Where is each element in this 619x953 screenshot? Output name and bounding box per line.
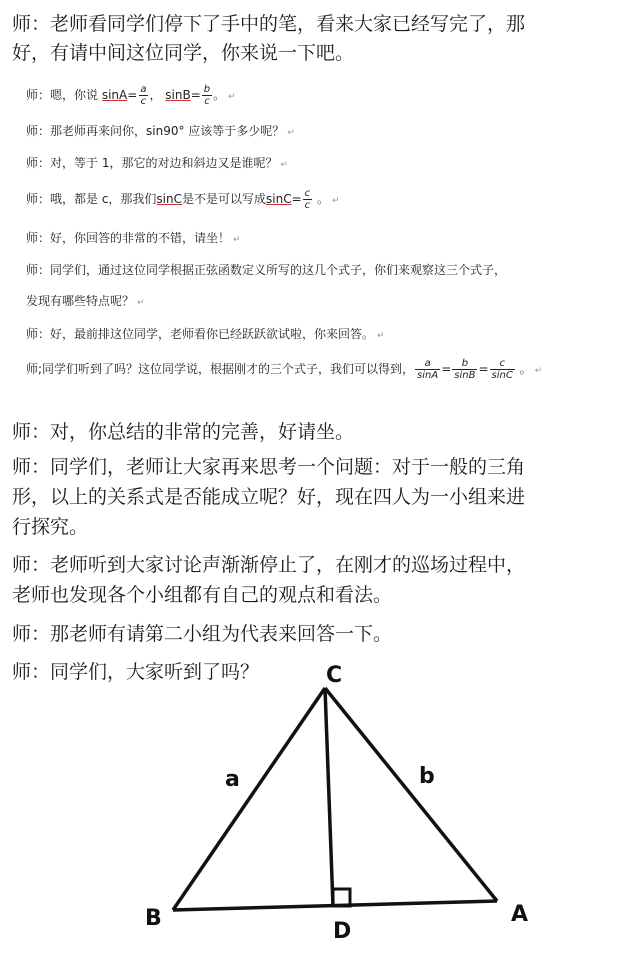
snippet-line-3 (26, 155, 616, 173)
sin-c: sinC (266, 192, 292, 206)
fraction-c-over-sinc (490, 358, 515, 381)
return-mark: ↵ (137, 298, 145, 308)
return-mark: ↵ (332, 196, 340, 206)
para-2-line-2: 形，以上的关系式是否能成立呢？好，现在四人为一小组来进 (12, 486, 526, 508)
side-a-label: a (225, 767, 240, 792)
snippet-line-1 (26, 84, 616, 107)
snippet-text: 师：哦，都是 c，那我们 (26, 192, 157, 206)
para-5: 师：同学们，大家听到了吗？ (12, 661, 260, 683)
numerator: a (424, 358, 431, 369)
foot-d-label: D (333, 919, 352, 944)
return-mark: ↵ (228, 92, 236, 102)
snippet-text: 师：好，最前排这位同学，老师看你已经跃跃欲试啦，你来回答。 (26, 327, 375, 341)
snippet-text: 师：同学们，通过这位同学根据正弦函数定义所写的这几个式子，你们来观察这三个式子， (26, 263, 507, 277)
fraction-a-over-c (138, 84, 148, 107)
snippet-line-6a (26, 262, 616, 278)
para-1: 师：对，你总结的非常的完善，好请坐。 (12, 421, 355, 443)
return-mark: ↵ (534, 366, 543, 376)
fraction-a-over-sina (415, 358, 440, 381)
numerator: b (461, 358, 469, 369)
snippet-text: 师：那老师再来问你，sin90° 应该等于多少呢？ (26, 124, 285, 138)
sin-a: sinA (101, 88, 128, 102)
equals: = (478, 362, 489, 376)
vertex-a-label: A (511, 902, 529, 927)
side-b-label: b (419, 764, 435, 789)
intro-line-1: 师：老师看同学们停下了手中的笔，看来大家已经写完了，那 (12, 13, 526, 35)
snippet-line-6b (26, 293, 616, 311)
period: 。 (316, 192, 329, 206)
denominator: sinB (454, 370, 476, 381)
return-mark: ↵ (233, 235, 241, 245)
snippet-line-4 (26, 188, 616, 211)
period: 。 (213, 88, 226, 102)
para-3-line-1: 师：老师听到大家讨论声渐渐停止了，在刚才的巡场过程中， (12, 554, 526, 576)
comma: ， (149, 88, 162, 102)
altitude-cd (325, 688, 333, 906)
numerator: a (140, 84, 147, 95)
equals: = (291, 192, 302, 206)
fraction-c-over-c (303, 188, 313, 211)
para-3-line-2: 老师也发现各个小组都有自己的观点和看法。 (12, 584, 393, 606)
denominator: c (304, 200, 311, 211)
snippet-line-8 (26, 358, 616, 381)
period: 。 (519, 362, 532, 376)
fraction-b-over-sinb (452, 358, 477, 381)
snippet-text: 师;同学们听到了吗？这位同学说，根据刚才的三个式子，我们可以得到， (26, 362, 415, 376)
snippet-text: 师：对，等于 1，那它的对边和斜边又是谁呢？ (26, 156, 278, 170)
numerator: b (203, 84, 211, 95)
para-2-line-1: 师：同学们，老师让大家再来思考一个问题：对于一般的三角 (12, 456, 526, 478)
denominator: sinC (491, 370, 513, 381)
para-4: 师：那老师有请第二小组为代表来回答一下。 (12, 623, 393, 645)
denominator: sinA (417, 370, 439, 381)
numerator: c (499, 358, 505, 369)
snippet-text: 发现有哪些特点呢？ (26, 294, 135, 308)
para-2-line-3: 行探究。 (12, 516, 89, 538)
snippet-line-7 (26, 326, 616, 344)
equals: = (441, 362, 452, 376)
triangle-diagram (0, 655, 619, 953)
return-mark: ↵ (287, 128, 295, 138)
snippet-line-2 (26, 123, 616, 141)
snippet-line-5 (26, 230, 616, 248)
denominator: c (204, 96, 210, 107)
side-a (173, 688, 325, 910)
vertex-b-label: B (145, 906, 162, 931)
sin-c: sinC (156, 192, 182, 206)
denominator: c (140, 96, 147, 107)
snippet-text: 是不是可以写成 (182, 192, 267, 206)
equals: = (127, 88, 138, 102)
snippet-text: 师：嗯，你说 (26, 88, 99, 102)
return-mark: ↵ (280, 160, 288, 170)
fraction-b-over-c (202, 84, 212, 107)
sin-b: sinB (165, 88, 191, 102)
side-b (325, 688, 497, 901)
snippet-text: 师：好，你回答的非常的不错，请坐！ (26, 231, 231, 245)
equals: = (190, 88, 201, 102)
intro-line-2: 好，有请中间这位同学，你来说一下吧。 (12, 42, 355, 64)
return-mark: ↵ (377, 331, 385, 341)
vertex-c-label: C (326, 663, 343, 688)
numerator: c (304, 188, 311, 199)
